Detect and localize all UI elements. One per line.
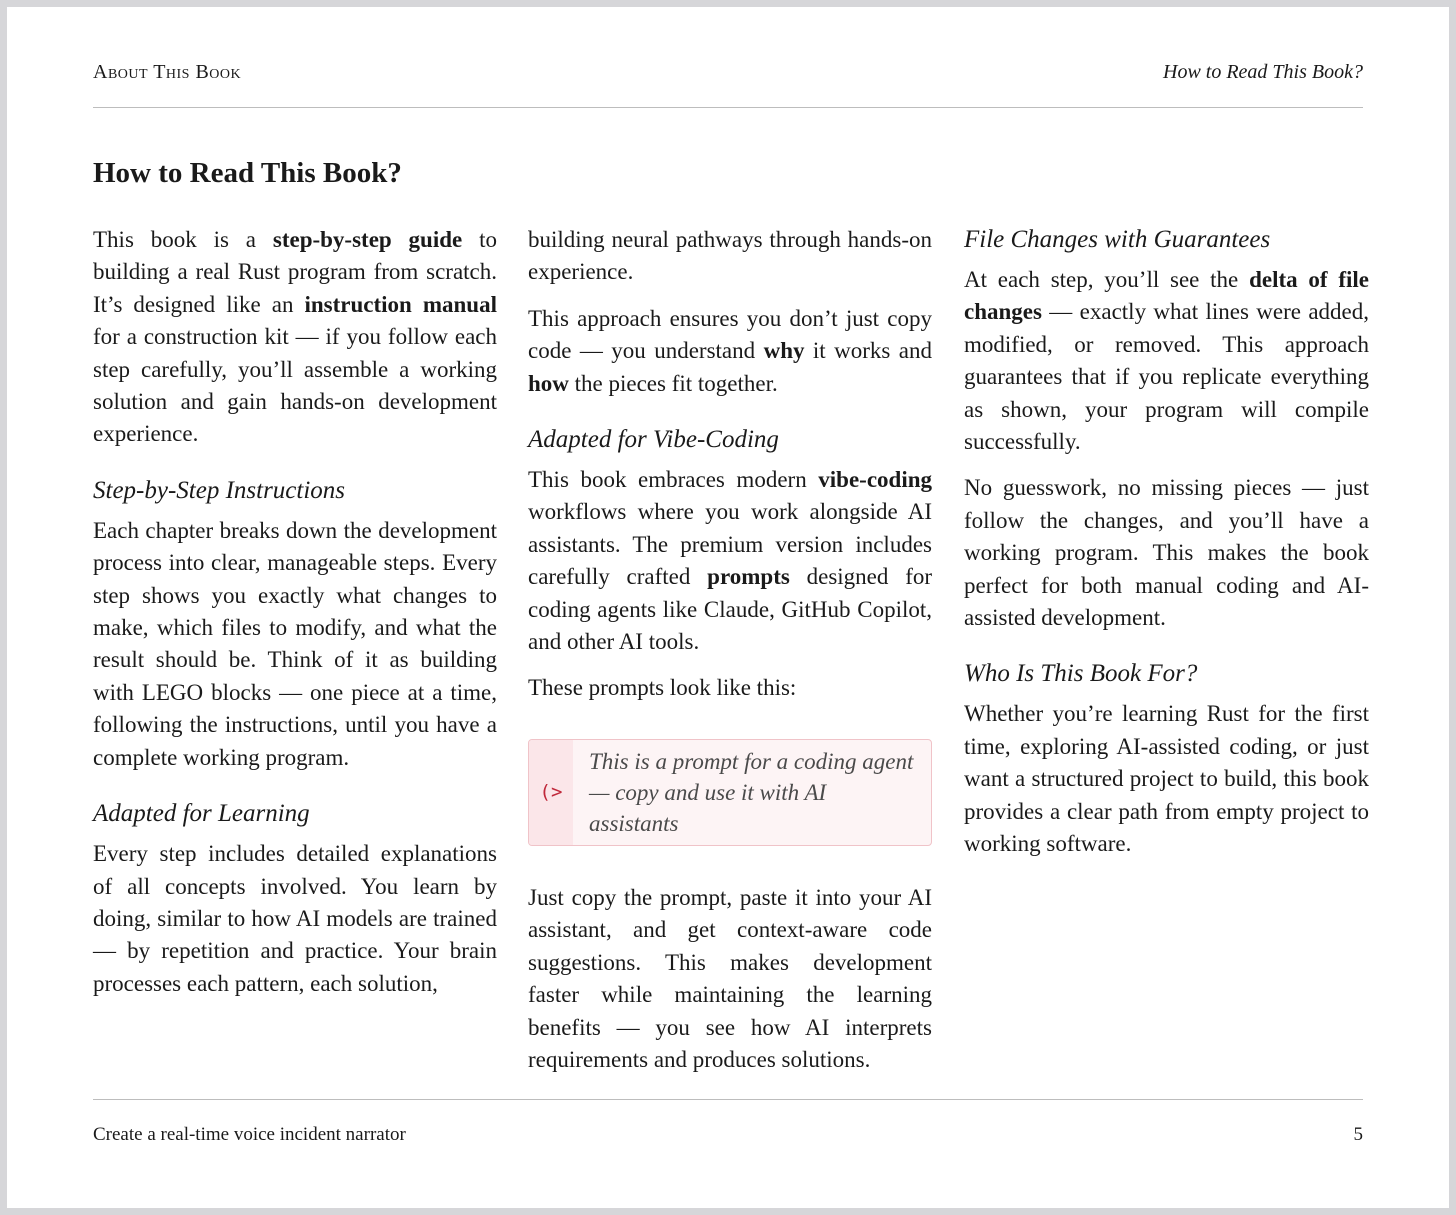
column-1	[93, 224, 497, 1014]
bold-instruction-manual: instruction manual	[304, 291, 497, 317]
book-page	[7, 7, 1449, 1208]
bold-why: why	[763, 338, 805, 364]
heading-vibe-coding: Adapted for Vibe-Coding	[528, 426, 779, 454]
footer-book-title: Create a real-time voice incident narrator	[93, 1124, 406, 1145]
column-2	[528, 224, 932, 1090]
intro-paragraph: This book is a step-by-step guide to building a real Rust program from scratch. It’s designed like an instruction manual for a construction kit — if you follow each step carefully, you’ll assemble a working solution and gain hands-on development experience.	[93, 227, 497, 447]
copy-prompt-paragraph: Just copy the prompt, paste it into your AI assistant, and get context-aware code suggestions. This makes development faster while maintaining the learning benefits — you see how AI interprets requirements and produces solutions.	[528, 884, 932, 1072]
header-chapter-title: How to Read This Book?	[1163, 61, 1363, 83]
prompt-text: This is a prompt for a coding agent — copy and use it with AI assistants	[589, 748, 914, 836]
heading-adapted-for-learning: Adapted for Learning	[93, 800, 310, 828]
heading-step-by-step: Step-by-Step Instructions	[93, 476, 346, 504]
prompts-intro-paragraph: These prompts look like this:	[528, 675, 797, 701]
approach-paragraph: This approach ensures you don’t just copy code — you understand why it works and how the pieces fit together.	[528, 305, 932, 396]
heading-who-is-this-for: Who Is This Book For?	[964, 660, 1198, 688]
header-section-title: About This Book	[93, 61, 242, 83]
step-by-step-paragraph: Each chapter breaks down the development process into clear, manageable steps. Every step shows you exactly what changes to make, which files to modify, and what the result should be. Think of it as building with LEGO blocks — one piece at a time, following the instructions, until you have a complete working program.	[93, 517, 497, 770]
vibe-coding-paragraph: This book embraces modern vibe-coding workflows where you work alongside AI assistants. The premium version includes carefully crafted prompts designed for coding agents like Claude, GitHub Copilot, and other AI tools.	[528, 467, 933, 655]
bold-delta-of-file-changes: delta of file changes	[964, 267, 1369, 325]
prompt-example-box	[528, 739, 932, 846]
learning-paragraph-continued: building neural pathways through hands-on experience.	[528, 227, 932, 285]
bold-how: how	[528, 370, 569, 396]
page-footer	[93, 1099, 1363, 1145]
page-number: 5	[1353, 1124, 1363, 1145]
bold-step-by-step-guide: step-by-step guide	[272, 227, 463, 252]
bold-prompts: prompts	[707, 564, 790, 590]
running-header	[93, 61, 1363, 108]
file-changes-paragraph: At each step, you’ll see the delta of file changes — exactly what lines were added, modified, or removed. This approach guarantees that if you replicate everything as shown, your program will compile successfully.	[964, 267, 1369, 455]
heading-file-changes: File Changes with Guarantees	[964, 226, 1271, 253]
prompt-icon: (>	[529, 740, 573, 845]
bold-vibe-coding: vibe-coding	[818, 467, 932, 493]
column-3	[964, 224, 1369, 875]
page-title: How to Read This Book?	[93, 157, 402, 189]
no-guesswork-paragraph: No guesswork, no missing pieces — just follow the changes, and you’ll have a working program. This makes the book perfect for both manual coding and AI-assisted development.	[964, 475, 1369, 631]
learning-paragraph: Every step includes detailed explanations of all concepts involved. You learn by doing, similar to how AI models are trained — by repetition and practice. Your brain processes each pattern, each solution,	[93, 841, 497, 996]
who-paragraph: Whether you’re learning Rust for the first time, exploring AI-assisted coding, or just want a structured project to build, this book provides a clear path from empty project to working software.	[964, 701, 1369, 857]
